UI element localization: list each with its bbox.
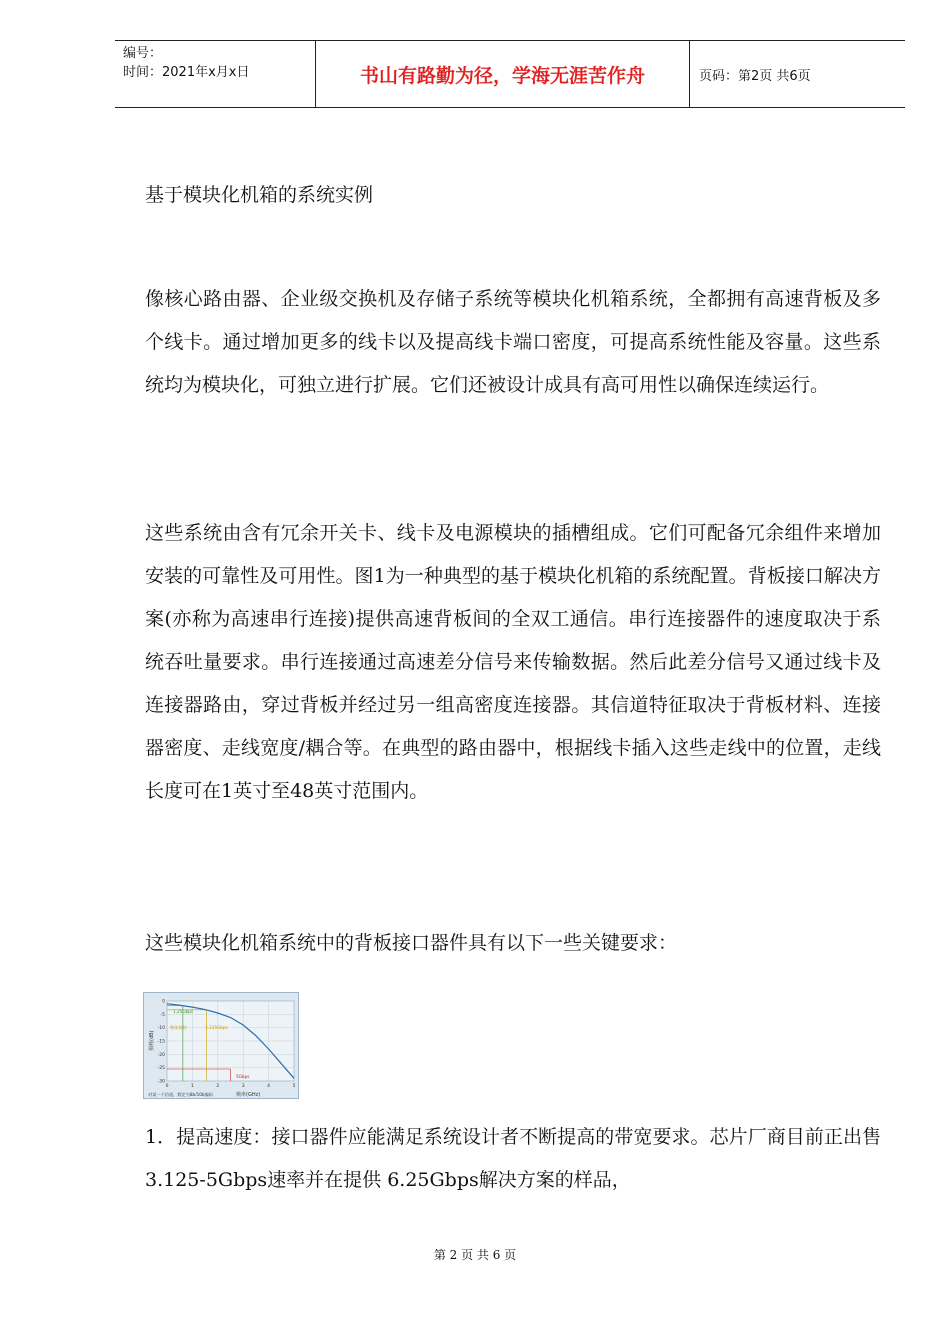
x-tick-label: 3 (241, 1084, 245, 1089)
x-tick-label: 1 (190, 1084, 194, 1089)
x-axis-label: 频率(GHz) (236, 1092, 261, 1098)
y-tick-label: -25 (157, 1066, 165, 1072)
y-tick-label: -5 (160, 1012, 165, 1018)
document-time-label: 时间：2021年x月x日 (123, 65, 250, 80)
label-overall-loss: 整体损耗 (170, 1025, 187, 1030)
y-axis-label: 损耗(dB) (149, 1030, 155, 1051)
header-motto: 书山有路勤为径，学海无涯苦作舟 (316, 41, 690, 107)
paragraph-2: 这些系统由含有冗余开关卡、线卡及电源模块的插槽组成。它们可配备冗余组件来增加安装的可靠性及可用性。图1为一种典型的基于模块化机箱的系统配置。背板接口解决方案(亦称为高速串行连接)提供高速背板间的全双工通信。串行连接器件的速度取决于系统吞吐量要求。串行连接通过高速差分信号来传输数据。然后此差分信号又通过线卡及连接器路由，穿过背板并经过另一组高密度连接器。其信道特征取决于背板材料、连接器密度、走线宽度/耦合等。在典型的路由器中，根据线卡插入这些走线中的位置，走线长度可在1英寸至48英寸范围内。 (145, 522, 881, 802)
label-125gbps: 1.25Gbps (173, 1009, 194, 1014)
y-tick-label: -15 (157, 1039, 165, 1045)
chart-note: 对某一个信道，假定为8b/10b编码 (148, 1092, 213, 1097)
loss-chart-figure (143, 992, 299, 1099)
x-tick-labels (166, 1083, 296, 1089)
section-title: 基于模块化机箱的系统实例 (145, 184, 374, 206)
paragraph-1: 像核心路由器、企业级交换机及存储子系统等模块化机箱系统，全都拥有高速背板及多个线卡。通过增加更多的线卡以及提高线卡端口密度，可提高系统性能及容量。这些系统均为模块化，可独立进行扩展。它们还被设计成具有高可用性以确保连续运行。 (145, 288, 881, 396)
paragraph-4: 1．提高速度：接口器件应能满足系统设计者不断提高的带宽要求。芯片厂商目前正出售3.125-5Gbps速率并在提供 6.25Gbps解决方案的样品， (145, 1126, 881, 1191)
page-header (115, 40, 905, 108)
loss-chart (144, 993, 300, 1100)
x-tick-label: 2 (216, 1084, 220, 1089)
y-tick-label: 0 (162, 999, 165, 1005)
label-3125gbps: 3.125Gbps (205, 1025, 228, 1030)
header-meta (115, 41, 316, 107)
x-tick-label: 0 (165, 1084, 169, 1089)
y-tick-label: -30 (157, 1079, 165, 1085)
x-tick-label: 5 (292, 1084, 296, 1089)
document-number-label: 编号： (123, 46, 163, 61)
header-page-label: 页码：第2页 共6页 (699, 68, 811, 84)
y-tick-label: -10 (157, 1026, 165, 1032)
y-tick-labels (158, 999, 165, 1085)
y-tick-label: -20 (157, 1052, 165, 1058)
x-tick-label: 4 (267, 1084, 271, 1089)
paragraph-3: 这些模块化机箱系统中的背板接口器件具有以下一些关键要求： (145, 932, 678, 954)
page-footer: 第 2 页 共 6 页 (433, 1248, 517, 1262)
label-5gbps: 5Gbps (236, 1074, 250, 1079)
